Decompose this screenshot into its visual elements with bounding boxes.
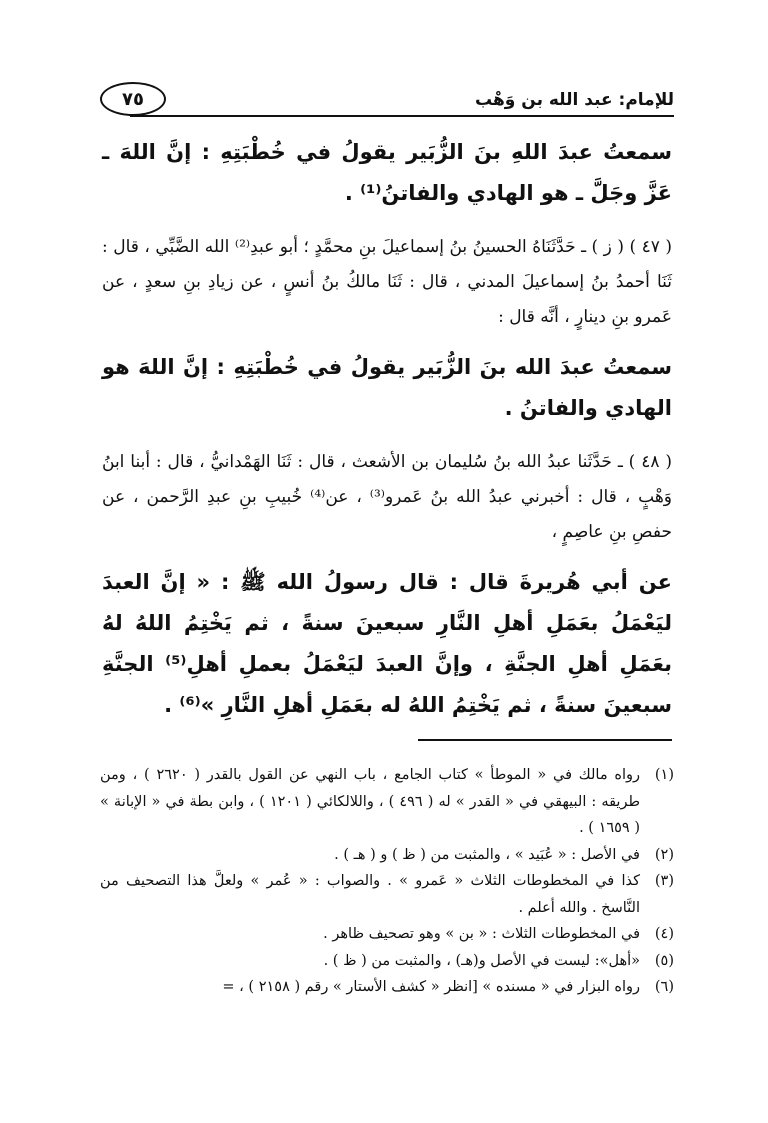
footnote-text: كذا في المخطوطات الثلاث « عَمرو » . والصواب : « عُمر » ولعلَّ هذا التصحيف من النَّاسخ . والله أعلم . — [100, 873, 640, 916]
hadith-text-3: عن أبي هُريرةَ قال : قال رسولُ الله ﷺ : « إنَّ العبدَ ليَعْمَلُ بعَمَلِ أهلِ النَّارِ سبعينَ سنةً ، ثم يَخْتِمُ اللهُ لهُ بعَمَلِ أهلِ الجنَّةِ ، وإنَّ العبدَ ليَعْمَلُ بعملِ أهلِ⁽⁵⁾ الجنَّةِ سبعينَ سنةً ، ثم يَخْتِمُ اللهُ له بعَمَلِ أهلِ النَّارِ »⁽⁶⁾ . — [102, 570, 672, 717]
footnote-number: (٤) — [654, 926, 674, 942]
footnote-number: (٥) — [654, 952, 674, 969]
footnote-separator — [418, 739, 672, 741]
footnote — [100, 842, 674, 869]
isnad-47: ( ٤٧ ) ( ز ) ـ حَدَّثَنَاهُ الحسينُ بنُ إسماعيلَ بنِ محمَّدٍ ؛ أبو عبدِ⁽²⁾ الله الضَّبِّي ، قال : ثَنَا أحمدُ بنُ إسماعيلَ المدني ، قال : ثَنَا مالكُ بنُ أنسٍ ، عن زيادِ بنِ سعدٍ ، عن عَمرو بنِ دينارٍ ، أنَّه قال : — [102, 237, 673, 327]
footnote-number: (٣) — [654, 873, 674, 889]
hadith-text-1: سمعتُ عبدَ اللهِ بنَ الزُّبَير يقولُ في خُطْبَتِهِ : إنَّ اللهَ ـ عَزَّ وجَلَّ ـ هو الهادي والفاتنُ⁽¹⁾ . — [102, 140, 672, 205]
footnote — [100, 921, 674, 948]
footnote-text: «أهل»: ليست في الأصل و(هـ) ، والمثبت من ( ظ ) . — [323, 952, 640, 969]
footnote-number: (٦) — [654, 979, 674, 995]
footnote-text: في الأصل : « عُبَيد » ، والمثبت من ( ظ ) و ( هـ ) . — [334, 846, 640, 863]
footnote — [100, 948, 674, 975]
footnote — [100, 762, 674, 842]
header-rule — [130, 115, 674, 117]
footnote-number: (١) — [654, 767, 674, 783]
footnote-text: رواه البزار في « مسنده » [انظر « كشف الأستار » رقم ( ٢١٥٨ ) ، = — [222, 979, 640, 995]
hadith-text-2: سمعتُ عبدَ الله بنَ الزُّبَير يقولُ في خُطْبَتِهِ : إنَّ اللهَ هو الهادي والفاتنُ . — [102, 355, 672, 420]
footnote-number: (٢) — [654, 846, 674, 863]
footnote-text: في المخطوطات الثلاث : « بن » وهو تصحيف ظاهر . — [323, 926, 640, 942]
footnote — [100, 974, 674, 1001]
running-head: للإمام: عبد الله بن وَهْب — [475, 90, 674, 110]
footnote-text: رواه مالك في « الموطأ » كتاب الجامع ، باب النهي عن القول بالقدر ( ٢٦٢٠ ) ، ومن طريقه : البيهقي في « القدر » له ( ٤٩٦ ) ، واللالكائي ( ١٢٠١ ) ، وابن بطة في « الإبانة » ( ١٦٥٩ ) . — [100, 767, 641, 836]
page-header — [100, 82, 674, 122]
main-text — [102, 132, 672, 726]
footnote — [100, 868, 674, 921]
page-number: ٧٥ — [100, 82, 166, 116]
isnad-48: ( ٤٨ ) ـ حَدَّثَنا عبدُ الله بنُ سُليمان بن الأشعث ، قال : ثَنَا الهَمْدانيُّ ، قال : أبنا ابنُ وَهْبٍ ، قال : أخبرني عبدُ الله بنُ عَمرو⁽³⁾ ، عن⁽⁴⁾ خُبيبِ بنِ عبدِ الرَّحمن ، عن حفصِ بنِ عاصِمٍ ، — [102, 452, 672, 542]
footnotes — [100, 762, 674, 1001]
